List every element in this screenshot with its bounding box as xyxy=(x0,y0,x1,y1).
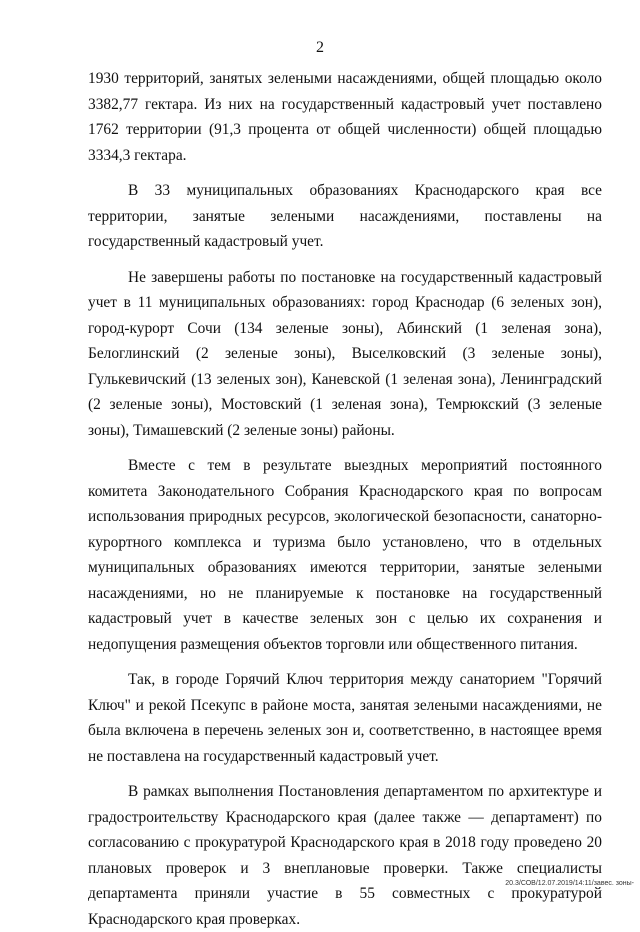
paragraph-4: Вместе с тем в результате выездных мероприятий постоянного комитета Законодательного Собрания Краснодарского края по вопросам использования природных ресурсов, экологической безопасности, санаторно-курортного комплекса и туризма было установлено, что в отдельных муниципальных образованиях имеются территории, занятые зелеными насаждениями, но не планируемые к постановке на государственный кадастровый учет в качестве зеленых зон с целью их сохранения и недопущения размещения объектов торговли или общественного питания. xyxy=(88,457,602,653)
paragraph-3: Не завершены работы по постановке на государственный кадастровый учет в 11 муниципальных образованиях: город Краснодар (6 зеленых зон), город-курорт Сочи (134 зеленые зоны), Абинский (1 зеленая зона), Белоглинский (2 зеленые зоны), Выселковский (3 зеленые зоны), Гулькевичский (13 зеленых зон), Каневской (1 зеленая зона), Ленинградский (2 зеленые зоны), Мостовский (1 зеленая зона), Темрюкский (3 зеленые зоны), Тимашевский (2 зеленые зоны) районы. xyxy=(88,268,602,439)
page-number: 2 xyxy=(316,39,324,56)
paragraph-1: 1930 территорий, занятых зелеными насаждениями, общей площадью около 3382,77 гектара. Из них на государственный кадастровый учет поставлено 1762 территории (91,3 процента от общей численности) общей площадью 3334,3 гектара. xyxy=(88,70,602,164)
paragraph-2: В 33 муниципальных образованиях Краснодарского края все территории, занятые зелеными насаждениями, поставлены на государственный кадастровый учет. xyxy=(88,182,602,250)
document-body xyxy=(88,66,602,932)
paragraph-5: Так, в городе Горячий Ключ территория между санаторием "Горячий Ключ" и рекой Псекупс в районе моста, занятая зелеными насаждениями, не была включена в перечень зеленых зон и, соответственно, в настоящее время не поставлена на государственный кадастровый учет. xyxy=(88,671,602,765)
paragraph-6: В рамках выполнения Постановления департаментом по архитектуре и градостроительству Краснодарского края (далее также — департамент) по согласованию с прокуратурой Краснодарского края в 2018 году проведено 20 плановых проверок и 3 внеплановые проверки. Также специалисты департамента приняли участие в 55 совместных с прокуратурой Краснодарского края проверках. xyxy=(88,783,602,928)
document-footer-code: 20.3/СОВ/12.07.2019/14:11/завес. зоны- xyxy=(505,880,634,887)
